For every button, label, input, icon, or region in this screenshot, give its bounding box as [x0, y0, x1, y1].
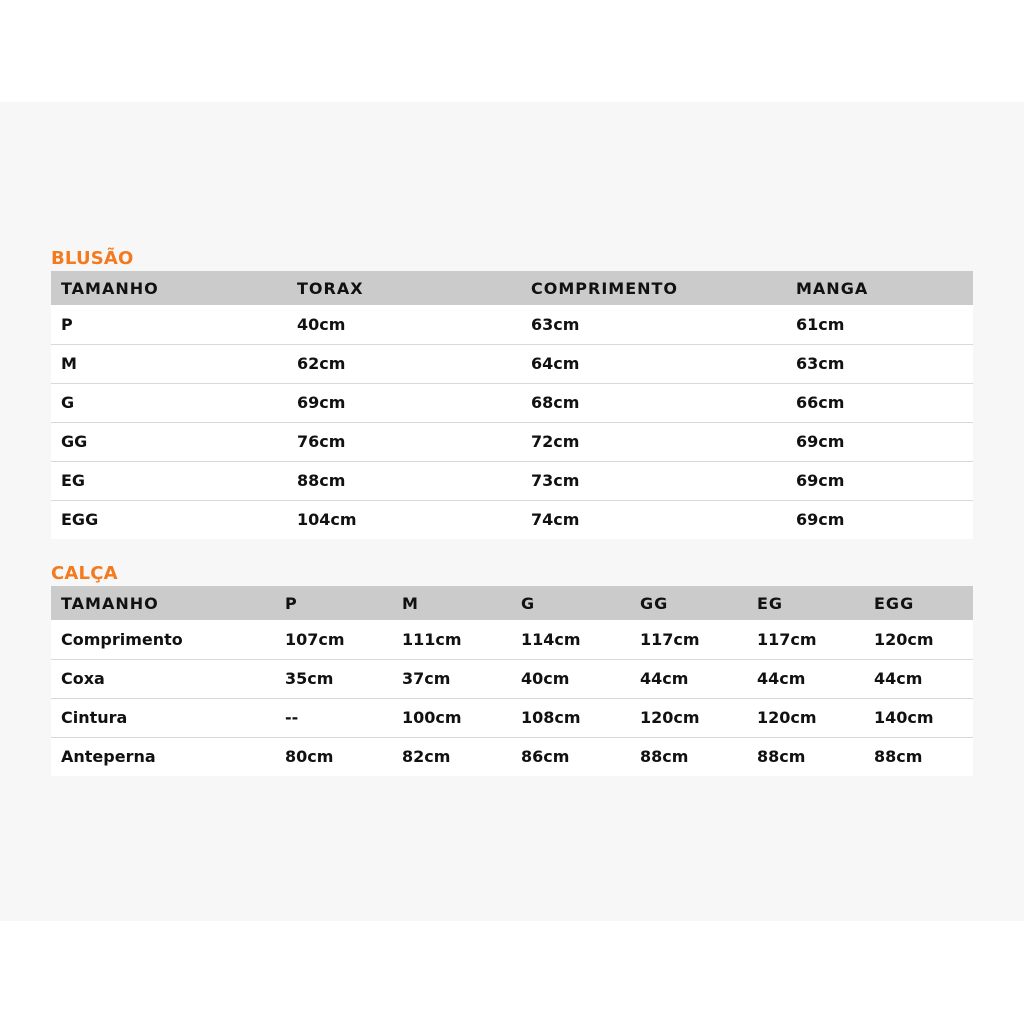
table-cell: 63cm: [786, 344, 973, 383]
table-cell: 44cm: [747, 659, 864, 698]
table-cell: 68cm: [521, 383, 786, 422]
table-cell: 80cm: [275, 737, 392, 776]
table-cell: 66cm: [786, 383, 973, 422]
table-cell: 73cm: [521, 461, 786, 500]
table-cell: 61cm: [786, 305, 973, 344]
table-cell: Anteperna: [51, 737, 275, 776]
table-cell: 107cm: [275, 620, 392, 659]
table-cell: 69cm: [786, 500, 973, 539]
table-cell: 140cm: [864, 698, 973, 737]
table-cell: 72cm: [521, 422, 786, 461]
table-cell: Coxa: [51, 659, 275, 698]
table-cell: 88cm: [747, 737, 864, 776]
table-cell: G: [51, 383, 287, 422]
header-cell: TAMANHO: [61, 593, 159, 613]
header-cell: P: [285, 593, 298, 613]
table-cell: 40cm: [287, 305, 521, 344]
table-cell: 69cm: [786, 461, 973, 500]
blusao-section: [51, 247, 973, 539]
header-cell: EG: [757, 593, 784, 613]
table-cell: 88cm: [630, 737, 747, 776]
blusao-title: BLUSÃO: [51, 248, 134, 269]
header-cell: G: [521, 593, 536, 613]
blusao-size-table: [51, 271, 973, 539]
table-row: [51, 422, 973, 461]
header-cell: M: [402, 593, 419, 613]
table-row: [51, 659, 973, 698]
table-cell: 64cm: [521, 344, 786, 383]
table-cell: 63cm: [521, 305, 786, 344]
table-cell: M: [51, 344, 287, 383]
table-cell: 114cm: [511, 620, 630, 659]
table-cell: 40cm: [511, 659, 630, 698]
table-cell: 76cm: [287, 422, 521, 461]
table-cell: 44cm: [630, 659, 747, 698]
table-cell: Comprimento: [51, 620, 275, 659]
table-cell: 69cm: [287, 383, 521, 422]
table-cell: EGG: [51, 500, 287, 539]
table-row: [51, 698, 973, 737]
table-header-row: [51, 271, 973, 305]
table-cell: 108cm: [511, 698, 630, 737]
table-cell: --: [275, 698, 392, 737]
table-row: [51, 461, 973, 500]
header-cell: MANGA: [796, 278, 869, 298]
calca-size-table: [51, 586, 973, 776]
header-cell: COMPRIMENTO: [531, 278, 679, 298]
table-cell: GG: [51, 422, 287, 461]
table-cell: 100cm: [392, 698, 511, 737]
table-cell: 111cm: [392, 620, 511, 659]
calca-title: CALÇA: [51, 563, 118, 584]
table-cell: 104cm: [287, 500, 521, 539]
table-cell: 82cm: [392, 737, 511, 776]
table-cell: EG: [51, 461, 287, 500]
table-cell: 62cm: [287, 344, 521, 383]
table-cell: P: [51, 305, 287, 344]
table-row: [51, 383, 973, 422]
table-cell: 120cm: [747, 698, 864, 737]
table-row: [51, 500, 973, 539]
table-cell: 120cm: [630, 698, 747, 737]
table-row: [51, 737, 973, 776]
table-cell: 74cm: [521, 500, 786, 539]
header-cell: GG: [640, 593, 669, 613]
table-row: [51, 305, 973, 344]
table-cell: 37cm: [392, 659, 511, 698]
table-cell: 88cm: [864, 737, 973, 776]
table-cell: 44cm: [864, 659, 973, 698]
table-header-row: [51, 586, 973, 620]
table-cell: 117cm: [630, 620, 747, 659]
header-cell: EGG: [874, 593, 915, 613]
table-cell: Cintura: [51, 698, 275, 737]
table-cell: 120cm: [864, 620, 973, 659]
table-row: [51, 620, 973, 659]
table-cell: 88cm: [287, 461, 521, 500]
table-row: [51, 344, 973, 383]
header-cell: TAMANHO: [61, 278, 159, 298]
table-cell: 69cm: [786, 422, 973, 461]
table-cell: 117cm: [747, 620, 864, 659]
table-cell: 86cm: [511, 737, 630, 776]
calca-section: [51, 562, 973, 776]
header-cell: TORAX: [297, 278, 364, 298]
table-cell: 35cm: [275, 659, 392, 698]
